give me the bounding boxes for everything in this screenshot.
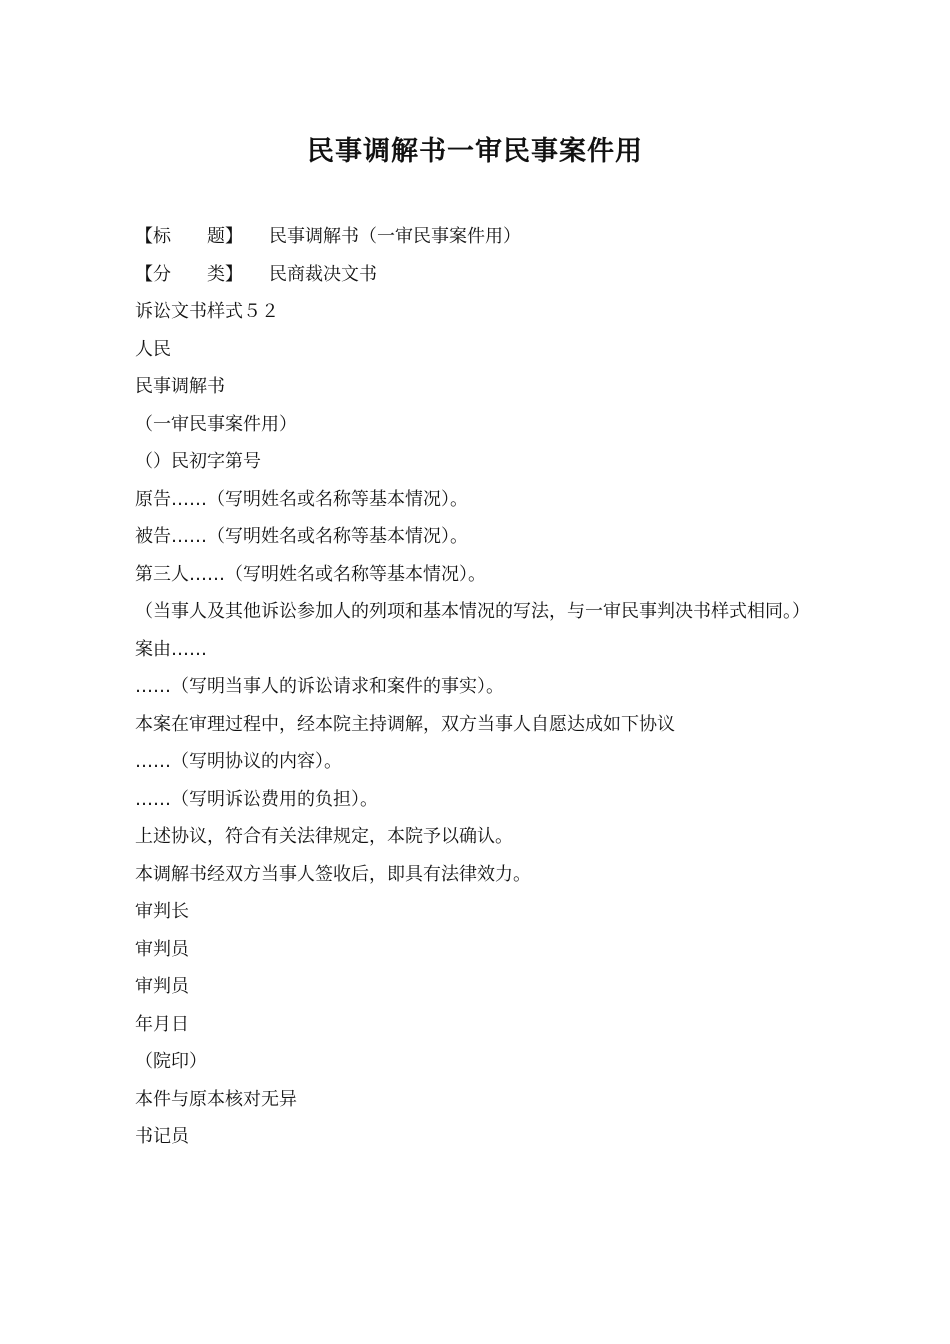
document-type: 民事调解书 (135, 376, 225, 397)
claims-and-facts: ……（写明当事人的诉讼请求和案件的事实）。 (135, 676, 504, 697)
meta-title-key: 【标 题】 (135, 226, 243, 247)
third-party-line: 第三人……（写明姓名或名称等基本情况）。 (135, 563, 486, 585)
document-subtype: （一审民事案件用） (135, 413, 297, 435)
party-note: （当事人及其他诉讼参加人的列项和基本情况的写法，与一审民事判决书样式相同。） (135, 601, 810, 622)
case-number: （）民初字第号 (135, 451, 261, 472)
defendant-line: 被告……（写明姓名或名称等基本情况）。 (135, 526, 468, 547)
cause-of-action: 案由…… (135, 638, 207, 660)
judge-2: 审判员 (135, 976, 189, 997)
document-title: 民事调解书一审民事案件用 (307, 136, 643, 167)
date-line: 年月日 (135, 1013, 189, 1035)
legal-effect: 本调解书经双方当事人签收后，即具有法律效力。 (135, 863, 531, 885)
agreement-content: ……（写明协议的内容）。 (135, 751, 342, 772)
mediation-statement: 本案在审理过程中，经本院主持调解，双方当事人自愿达成如下协议 (135, 713, 675, 735)
document-body (135, 218, 815, 1156)
litigation-costs: ……（写明诉讼费用的负担）。 (135, 788, 378, 810)
meta-category-key: 【分 类】 (135, 263, 243, 285)
meta-title-row (135, 218, 815, 256)
plaintiff-line: 原告……（写明姓名或名称等基本情况）。 (135, 488, 468, 510)
judge-1: 审判员 (135, 938, 189, 960)
court-confirmation: 上述协议，符合有关法律规定，本院予以确认。 (135, 826, 513, 847)
meta-title-value: 民事调解书（一审民事案件用） (269, 226, 521, 247)
clerk: 书记员 (135, 1126, 189, 1147)
form-number: 诉讼文书样式５２ (135, 301, 279, 322)
court-name: 人民 (135, 338, 171, 360)
court-seal: （院印） (135, 1051, 207, 1072)
meta-category-row (135, 256, 815, 294)
verification-note: 本件与原本核对无异 (135, 1088, 297, 1110)
meta-category-value: 民商裁决文书 (269, 263, 377, 285)
presiding-judge: 审判长 (135, 901, 189, 922)
